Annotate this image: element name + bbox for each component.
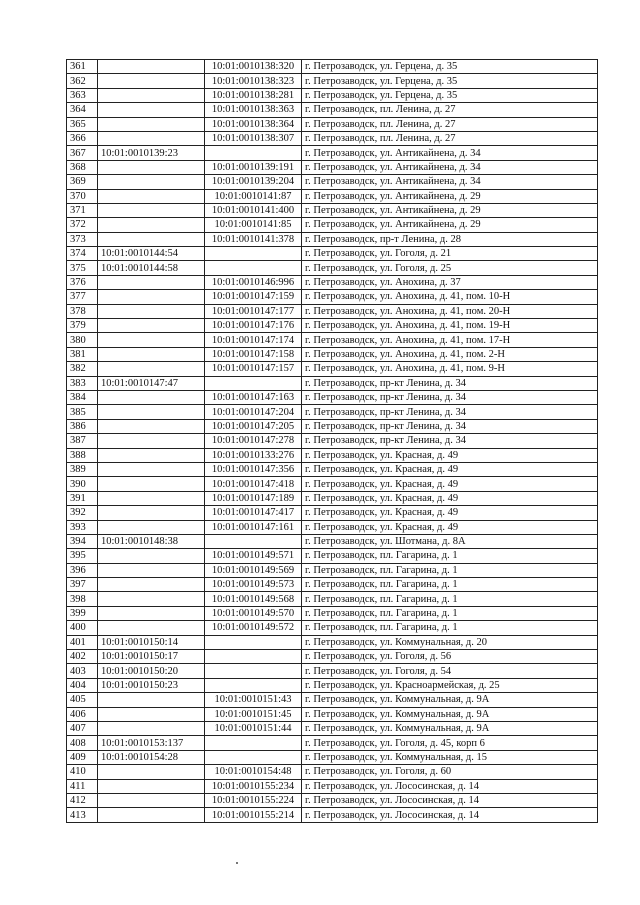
table-row [67,290,598,304]
address-cell: г. Петрозаводск, пл. Гагарина, д. 1 [302,606,598,620]
table-body [67,60,598,823]
table-row [67,218,598,232]
table-row [67,621,598,635]
row-number-cell: 403 [67,664,98,678]
row-number-cell: 389 [67,462,98,476]
table-row [67,74,598,88]
row-number-cell: 410 [67,765,98,779]
address-cell: г. Петрозаводск, ул. Красная, д. 49 [302,491,598,505]
table-row [67,60,598,74]
row-number-cell: 376 [67,275,98,289]
parent-cadastral-number-cell [98,779,205,793]
row-number-cell: 394 [67,534,98,548]
parent-cadastral-number-cell [98,520,205,534]
address-cell: г. Петрозаводск, ул. Красная, д. 49 [302,448,598,462]
address-cell: г. Петрозаводск, ул. Красная, д. 49 [302,477,598,491]
cadastral-number-cell: 10:01:0010149:572 [205,621,302,635]
address-cell: г. Петрозаводск, ул. Гоголя, д. 54 [302,664,598,678]
parent-cadastral-number-cell [98,491,205,505]
row-number-cell: 364 [67,103,98,117]
cadastral-number-cell: 10:01:0010138:364 [205,117,302,131]
address-cell: г. Петрозаводск, ул. Анохина, д. 41, пом. 20-Н [302,304,598,318]
address-cell: г. Петрозаводск, ул. Анохина, д. 37 [302,275,598,289]
address-cell: г. Петрозаводск, ул. Гоголя, д. 60 [302,765,598,779]
table-row [67,506,598,520]
address-cell: г. Петрозаводск, ул. Анохина, д. 41, пом. 2-Н [302,347,598,361]
table-row [67,261,598,275]
table-row [67,146,598,160]
row-number-cell: 391 [67,491,98,505]
cadastral-table [66,59,598,823]
cadastral-number-cell [205,376,302,390]
table-row [67,693,598,707]
table-row [67,477,598,491]
parent-cadastral-number-cell [98,707,205,721]
row-number-cell: 409 [67,750,98,764]
row-number-cell: 378 [67,304,98,318]
cadastral-number-cell: 10:01:0010147:157 [205,362,302,376]
table-row [67,793,598,807]
cadastral-number-cell: 10:01:0010149:571 [205,549,302,563]
page-mark [236,862,238,864]
table-row [67,534,598,548]
parent-cadastral-number-cell: 10:01:0010150:20 [98,664,205,678]
address-cell: г. Петрозаводск, ул. Коммунальная, д. 15 [302,750,598,764]
cadastral-number-cell: 10:01:0010149:568 [205,592,302,606]
row-number-cell: 380 [67,333,98,347]
parent-cadastral-number-cell [98,60,205,74]
address-cell: г. Петрозаводск, пр-т Ленина, д. 28 [302,232,598,246]
cadastral-number-cell [205,678,302,692]
row-number-cell: 379 [67,319,98,333]
table-row [67,304,598,318]
row-number-cell: 366 [67,131,98,145]
cadastral-number-cell: 10:01:0010155:234 [205,779,302,793]
cadastral-number-cell: 10:01:0010147:417 [205,506,302,520]
row-number-cell: 387 [67,434,98,448]
row-number-cell: 400 [67,621,98,635]
cadastral-number-cell: 10:01:0010147:176 [205,319,302,333]
parent-cadastral-number-cell: 10:01:0010139:23 [98,146,205,160]
address-cell: г. Петрозаводск, ул. Шотмана, д. 8А [302,534,598,548]
row-number-cell: 362 [67,74,98,88]
address-cell: г. Петрозаводск, пл. Гагарина, д. 1 [302,549,598,563]
address-cell: г. Петрозаводск, ул. Антикайнена, д. 29 [302,203,598,217]
row-number-cell: 411 [67,779,98,793]
parent-cadastral-number-cell [98,275,205,289]
row-number-cell: 363 [67,88,98,102]
parent-cadastral-number-cell: 10:01:0010150:14 [98,635,205,649]
parent-cadastral-number-cell [98,477,205,491]
row-number-cell: 386 [67,419,98,433]
row-number-cell: 377 [67,290,98,304]
address-cell: г. Петрозаводск, ул. Антикайнена, д. 29 [302,218,598,232]
row-number-cell: 361 [67,60,98,74]
table-row [67,319,598,333]
address-cell: г. Петрозаводск, пл. Гагарина, д. 1 [302,621,598,635]
address-cell: г. Петрозаводск, пр-кт Ленина, д. 34 [302,434,598,448]
table-row [67,175,598,189]
table-row [67,160,598,174]
row-number-cell: 381 [67,347,98,361]
address-cell: г. Петрозаводск, ул. Антикайнена, д. 34 [302,146,598,160]
address-cell: г. Петрозаводск, ул. Анохина, д. 41, пом. 19-Н [302,319,598,333]
address-cell: г. Петрозаводск, ул. Коммунальная, д. 9А [302,721,598,735]
row-number-cell: 397 [67,578,98,592]
row-number-cell: 388 [67,448,98,462]
parent-cadastral-number-cell [98,721,205,735]
address-cell: г. Петрозаводск, пл. Гагарина, д. 1 [302,578,598,592]
cadastral-number-cell: 10:01:0010151:44 [205,721,302,735]
parent-cadastral-number-cell: 10:01:0010144:58 [98,261,205,275]
cadastral-number-cell: 10:01:0010155:214 [205,808,302,822]
cadastral-number-cell: 10:01:0010147:163 [205,390,302,404]
parent-cadastral-number-cell [98,462,205,476]
table-row [67,707,598,721]
parent-cadastral-number-cell [98,304,205,318]
parent-cadastral-number-cell [98,563,205,577]
parent-cadastral-number-cell [98,203,205,217]
table-row [67,88,598,102]
row-number-cell: 396 [67,563,98,577]
table-row [67,606,598,620]
parent-cadastral-number-cell: 10:01:0010147:47 [98,376,205,390]
parent-cadastral-number-cell [98,793,205,807]
cadastral-number-cell: 10:01:0010151:43 [205,693,302,707]
address-cell: г. Петрозаводск, пл. Ленина, д. 27 [302,131,598,145]
parent-cadastral-number-cell [98,549,205,563]
cadastral-number-cell: 10:01:0010147:356 [205,462,302,476]
table-row [67,808,598,822]
parent-cadastral-number-cell [98,621,205,635]
row-number-cell: 406 [67,707,98,721]
row-number-cell: 372 [67,218,98,232]
table-row [67,203,598,217]
address-cell: г. Петрозаводск, ул. Герцена, д. 35 [302,88,598,102]
table-row [67,390,598,404]
cadastral-number-cell: 10:01:0010147:177 [205,304,302,318]
cadastral-number-cell: 10:01:0010151:45 [205,707,302,721]
cadastral-number-cell [205,146,302,160]
cadastral-number-cell: 10:01:0010138:320 [205,60,302,74]
address-cell: г. Петрозаводск, пр-кт Ленина, д. 34 [302,419,598,433]
parent-cadastral-number-cell [98,606,205,620]
cadastral-number-cell: 10:01:0010139:204 [205,175,302,189]
cadastral-number-cell: 10:01:0010147:418 [205,477,302,491]
table-row [67,721,598,735]
table-row [67,103,598,117]
parent-cadastral-number-cell [98,319,205,333]
row-number-cell: 368 [67,160,98,174]
address-cell: г. Петрозаводск, ул. Гоголя, д. 25 [302,261,598,275]
cadastral-number-cell [205,750,302,764]
table-row [67,678,598,692]
cadastral-number-cell [205,650,302,664]
cadastral-number-cell [205,534,302,548]
address-cell: г. Петрозаводск, пл. Гагарина, д. 1 [302,563,598,577]
table-row [67,664,598,678]
table-row [67,434,598,448]
address-cell: г. Петрозаводск, ул. Анохина, д. 41, пом. 17-Н [302,333,598,347]
parent-cadastral-number-cell [98,117,205,131]
row-number-cell: 384 [67,390,98,404]
cadastral-number-cell: 10:01:0010147:278 [205,434,302,448]
parent-cadastral-number-cell [98,506,205,520]
cadastral-number-cell: 10:01:0010141:378 [205,232,302,246]
address-cell: г. Петрозаводск, ул. Красная, д. 49 [302,506,598,520]
table-row [67,419,598,433]
table-row [67,405,598,419]
cadastral-number-cell [205,664,302,678]
address-cell: г. Петрозаводск, пл. Гагарина, д. 1 [302,592,598,606]
cadastral-number-cell: 10:01:0010139:191 [205,160,302,174]
address-cell: г. Петрозаводск, ул. Антикайнена, д. 34 [302,160,598,174]
parent-cadastral-number-cell: 10:01:0010150:23 [98,678,205,692]
table-row [67,750,598,764]
table-row [67,520,598,534]
parent-cadastral-number-cell [98,693,205,707]
address-cell: г. Петрозаводск, пр-кт Ленина, д. 34 [302,405,598,419]
row-number-cell: 385 [67,405,98,419]
row-number-cell: 367 [67,146,98,160]
row-number-cell: 393 [67,520,98,534]
row-number-cell: 371 [67,203,98,217]
row-number-cell: 402 [67,650,98,664]
row-number-cell: 412 [67,793,98,807]
cadastral-number-cell [205,635,302,649]
table-row [67,189,598,203]
parent-cadastral-number-cell [98,290,205,304]
cadastral-number-cell: 10:01:0010147:159 [205,290,302,304]
address-cell: г. Петрозаводск, ул. Коммунальная, д. 9А [302,707,598,721]
address-cell: г. Петрозаводск, пр-кт Ленина, д. 34 [302,390,598,404]
address-cell: г. Петрозаводск, ул. Антикайнена, д. 34 [302,175,598,189]
parent-cadastral-number-cell [98,160,205,174]
parent-cadastral-number-cell [98,390,205,404]
parent-cadastral-number-cell [98,218,205,232]
cadastral-number-cell [205,247,302,261]
table-row [67,131,598,145]
cadastral-number-cell: 10:01:0010141:87 [205,189,302,203]
parent-cadastral-number-cell [98,405,205,419]
row-number-cell: 383 [67,376,98,390]
parent-cadastral-number-cell [98,362,205,376]
table-row [67,765,598,779]
address-cell: г. Петрозаводск, ул. Герцена, д. 35 [302,60,598,74]
cadastral-number-cell: 10:01:0010141:85 [205,218,302,232]
parent-cadastral-number-cell [98,578,205,592]
row-number-cell: 405 [67,693,98,707]
cadastral-number-cell [205,736,302,750]
table-row [67,592,598,606]
address-cell: г. Петрозаводск, ул. Лососинская, д. 14 [302,808,598,822]
address-cell: г. Петрозаводск, ул. Антикайнена, д. 29 [302,189,598,203]
parent-cadastral-number-cell [98,103,205,117]
cadastral-number-cell: 10:01:0010141:400 [205,203,302,217]
cadastral-number-cell: 10:01:0010149:573 [205,578,302,592]
cadastral-number-cell: 10:01:0010147:161 [205,520,302,534]
address-cell: г. Петрозаводск, ул. Лососинская, д. 14 [302,779,598,793]
row-number-cell: 370 [67,189,98,203]
cadastral-number-cell: 10:01:0010133:276 [205,448,302,462]
parent-cadastral-number-cell [98,131,205,145]
table-row [67,333,598,347]
parent-cadastral-number-cell: 10:01:0010150:17 [98,650,205,664]
table-row [67,549,598,563]
parent-cadastral-number-cell [98,434,205,448]
parent-cadastral-number-cell [98,347,205,361]
parent-cadastral-number-cell [98,592,205,606]
row-number-cell: 404 [67,678,98,692]
row-number-cell: 374 [67,247,98,261]
table-row [67,117,598,131]
parent-cadastral-number-cell [98,808,205,822]
cadastral-number-cell: 10:01:0010149:570 [205,606,302,620]
table-row [67,448,598,462]
row-number-cell: 373 [67,232,98,246]
parent-cadastral-number-cell: 10:01:0010153:137 [98,736,205,750]
address-cell: г. Петрозаводск, ул. Анохина, д. 41, пом. 9-Н [302,362,598,376]
table-row [67,247,598,261]
row-number-cell: 399 [67,606,98,620]
address-cell: г. Петрозаводск, ул. Гоголя, д. 21 [302,247,598,261]
address-cell: г. Петрозаводск, ул. Красная, д. 49 [302,462,598,476]
parent-cadastral-number-cell [98,419,205,433]
row-number-cell: 369 [67,175,98,189]
cadastral-number-cell: 10:01:0010138:363 [205,103,302,117]
address-cell: г. Петрозаводск, ул. Коммунальная, д. 20 [302,635,598,649]
table-row [67,462,598,476]
address-cell: г. Петрозаводск, ул. Коммунальная, д. 9А [302,693,598,707]
parent-cadastral-number-cell: 10:01:0010144:54 [98,247,205,261]
address-cell: г. Петрозаводск, ул. Анохина, д. 41, пом. 10-Н [302,290,598,304]
cadastral-number-cell: 10:01:0010147:205 [205,419,302,433]
parent-cadastral-number-cell [98,765,205,779]
cadastral-number-cell: 10:01:0010149:569 [205,563,302,577]
table-row [67,578,598,592]
row-number-cell: 395 [67,549,98,563]
cadastral-number-cell: 10:01:0010147:158 [205,347,302,361]
cadastral-number-cell: 10:01:0010138:307 [205,131,302,145]
cadastral-number-cell: 10:01:0010147:174 [205,333,302,347]
cadastral-number-cell: 10:01:0010155:224 [205,793,302,807]
table-row [67,491,598,505]
table-row [67,362,598,376]
address-cell: г. Петрозаводск, пр-кт Ленина, д. 34 [302,376,598,390]
address-cell: г. Петрозаводск, ул. Гоголя, д. 45, корп 6 [302,736,598,750]
table-row [67,275,598,289]
parent-cadastral-number-cell: 10:01:0010148:38 [98,534,205,548]
cadastral-number-cell: 10:01:0010154:48 [205,765,302,779]
row-number-cell: 408 [67,736,98,750]
address-cell: г. Петрозаводск, пл. Ленина, д. 27 [302,103,598,117]
cadastral-number-cell: 10:01:0010147:189 [205,491,302,505]
row-number-cell: 398 [67,592,98,606]
row-number-cell: 382 [67,362,98,376]
row-number-cell: 413 [67,808,98,822]
parent-cadastral-number-cell [98,175,205,189]
table-row [67,736,598,750]
parent-cadastral-number-cell: 10:01:0010154:28 [98,750,205,764]
cadastral-number-cell [205,261,302,275]
row-number-cell: 401 [67,635,98,649]
address-cell: г. Петрозаводск, пл. Ленина, д. 27 [302,117,598,131]
row-number-cell: 375 [67,261,98,275]
cadastral-number-cell: 10:01:0010138:281 [205,88,302,102]
parent-cadastral-number-cell [98,88,205,102]
table-row [67,347,598,361]
parent-cadastral-number-cell [98,448,205,462]
parent-cadastral-number-cell [98,232,205,246]
address-cell: г. Петрозаводск, ул. Красная, д. 49 [302,520,598,534]
address-cell: г. Петрозаводск, ул. Красноармейская, д. 25 [302,678,598,692]
table-row [67,779,598,793]
table-row [67,232,598,246]
row-number-cell: 407 [67,721,98,735]
table-row [67,376,598,390]
address-cell: г. Петрозаводск, ул. Герцена, д. 35 [302,74,598,88]
row-number-cell: 390 [67,477,98,491]
parent-cadastral-number-cell [98,333,205,347]
parent-cadastral-number-cell [98,74,205,88]
table-row [67,650,598,664]
cadastral-number-cell: 10:01:0010146:996 [205,275,302,289]
cadastral-number-cell: 10:01:0010138:323 [205,74,302,88]
row-number-cell: 392 [67,506,98,520]
parent-cadastral-number-cell [98,189,205,203]
address-cell: г. Петрозаводск, ул. Гоголя, д. 56 [302,650,598,664]
table-row [67,563,598,577]
table-row [67,635,598,649]
row-number-cell: 365 [67,117,98,131]
cadastral-number-cell: 10:01:0010147:204 [205,405,302,419]
address-cell: г. Петрозаводск, ул. Лососинская, д. 14 [302,793,598,807]
